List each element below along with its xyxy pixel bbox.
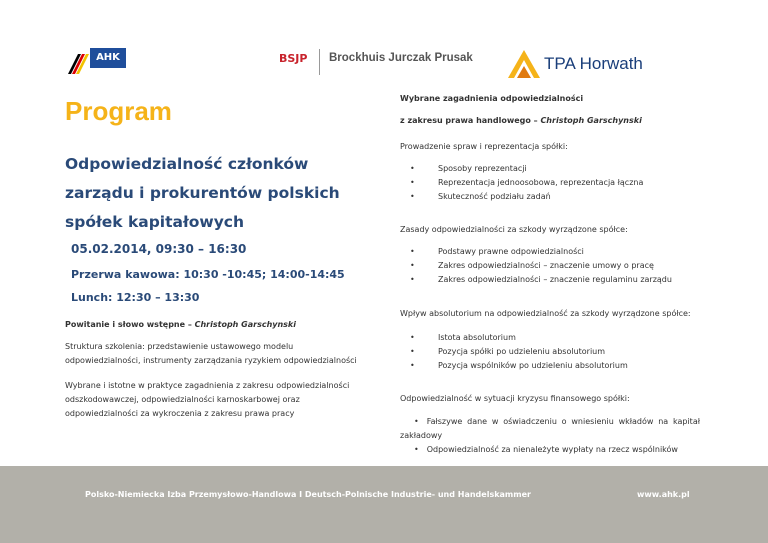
section-title: Odpowiedzialność w sytuacji kryzysu finansowego spółki: — [400, 394, 630, 403]
tpa-triangle-icon — [506, 46, 542, 80]
list-item-text: Pozycja spółki po udzieleniu absolutorium — [438, 347, 606, 356]
list-item-text: Reprezentacja jednoosobowa, reprezentacja łączna — [438, 178, 644, 187]
section-list — [400, 415, 700, 457]
right-subheading-label: z zakresu prawa handlowego – — [400, 116, 541, 125]
ahk-logo-text: AHK — [90, 48, 126, 68]
list-item — [400, 273, 700, 287]
section-title: Wpływ absolutorium na odpowiedzialność za szkody wyrządzone spółce: — [400, 309, 691, 318]
list-item — [400, 443, 700, 457]
bullet-icon: • — [410, 247, 415, 256]
section-title: Zasady odpowiedzialności za szkody wyrządzone spółce: — [400, 225, 628, 234]
bsjp-divider — [319, 49, 320, 75]
list-item-text: Skuteczność podziału zadań — [438, 192, 551, 201]
bullet-icon: • — [410, 192, 415, 201]
list-item-text: Istota absolutorium — [438, 333, 516, 342]
list-item-text: Sposoby reprezentacji — [438, 164, 527, 173]
bsjp-abbreviation: BSJP — [279, 52, 308, 65]
list-item — [400, 190, 700, 204]
bullet-icon: • — [410, 164, 415, 173]
tpa-horwath-logo — [506, 46, 666, 80]
bullet-icon: • — [410, 333, 415, 342]
list-item — [400, 359, 700, 373]
list-item — [400, 331, 700, 345]
section-list — [400, 245, 700, 287]
right-subheading — [400, 114, 642, 128]
right-heading: Wybrane zagadnienia odpowiedzialności — [400, 94, 584, 103]
event-date: 05.02.2014, 09:30 – 16:30 — [71, 242, 247, 256]
tpa-name: TPA Horwath — [544, 54, 643, 73]
ahk-flag-icon — [68, 52, 90, 74]
bullet-icon: • — [410, 261, 415, 270]
list-item-text: Zakres odpowiedzialności – znaczenie umowy o pracę — [438, 261, 654, 270]
footer-chamber-name: Polsko-Niemiecka Izba Przemysłowo-Handlowa I Deutsch-Polnische Industrie- und Handelskammer — [85, 490, 531, 499]
welcome-label: Powitanie i słowo wstępne – — [65, 320, 195, 329]
bullet-icon: • — [414, 445, 419, 454]
welcome-line — [65, 318, 296, 332]
bullet-icon: • — [410, 361, 415, 370]
list-item-text: Zakres odpowiedzialności – znaczenie regulaminu zarządu — [438, 275, 672, 284]
bullet-icon: • — [410, 347, 415, 356]
welcome-speaker: Christoph Garschynski — [194, 320, 296, 329]
selected-issues: Wybrane i istotne w praktyce zagadnienia z zakresu odpowiedzialności odszkodowawczej, odpowiedzialności karnoskarbowej oraz odpowiedzialności za wykroczenia z zakresu prawa pracy — [65, 381, 350, 418]
lunch-time: Lunch: 12:30 – 13:30 — [71, 291, 200, 304]
list-item-text: Podstawy prawne odpowiedzialności — [438, 247, 584, 256]
list-item — [400, 162, 700, 176]
section-list — [400, 162, 700, 204]
list-item-text: Pozycja wspólników po udzieleniu absolutorium — [438, 361, 628, 370]
list-item-text: Fałszywe dane w oświadczeniu o wniesieniu wkładów na kapitał zakładowy — [400, 417, 700, 440]
training-structure: Struktura szkolenia: przedstawienie ustawowego modelu odpowiedzialności, instrumenty zarządzania ryzykiem odpowiedzialności — [65, 342, 357, 365]
list-item — [400, 176, 700, 190]
coffee-break: Przerwa kawowa: 10:30 -10:45; 14:00-14:45 — [71, 268, 345, 281]
ahk-logo — [68, 48, 126, 76]
footer — [0, 466, 768, 543]
list-item — [400, 245, 700, 259]
main-heading: Odpowiedzialność członków zarządu i prokurentów polskich spółek kapitałowych — [65, 155, 340, 231]
bullet-icon: • — [410, 178, 415, 187]
bsjp-name: Brockhuis Jurczak Prusak — [329, 52, 473, 64]
section-title: Prowadzenie spraw i reprezentacja spółki: — [400, 142, 568, 151]
section-list — [400, 331, 700, 373]
list-item — [400, 345, 700, 359]
bullet-icon: • — [414, 417, 419, 426]
bullet-icon: • — [410, 275, 415, 284]
right-subheading-speaker: Christoph Garschynski — [540, 116, 642, 125]
program-title: Program — [65, 96, 172, 126]
list-item — [400, 259, 700, 273]
list-item — [400, 415, 700, 443]
list-item-text: Odpowiedzialność za nienależyte wypłaty na rzecz wspólników — [426, 445, 678, 454]
footer-website-link[interactable]: www.ahk.pl — [637, 490, 690, 499]
